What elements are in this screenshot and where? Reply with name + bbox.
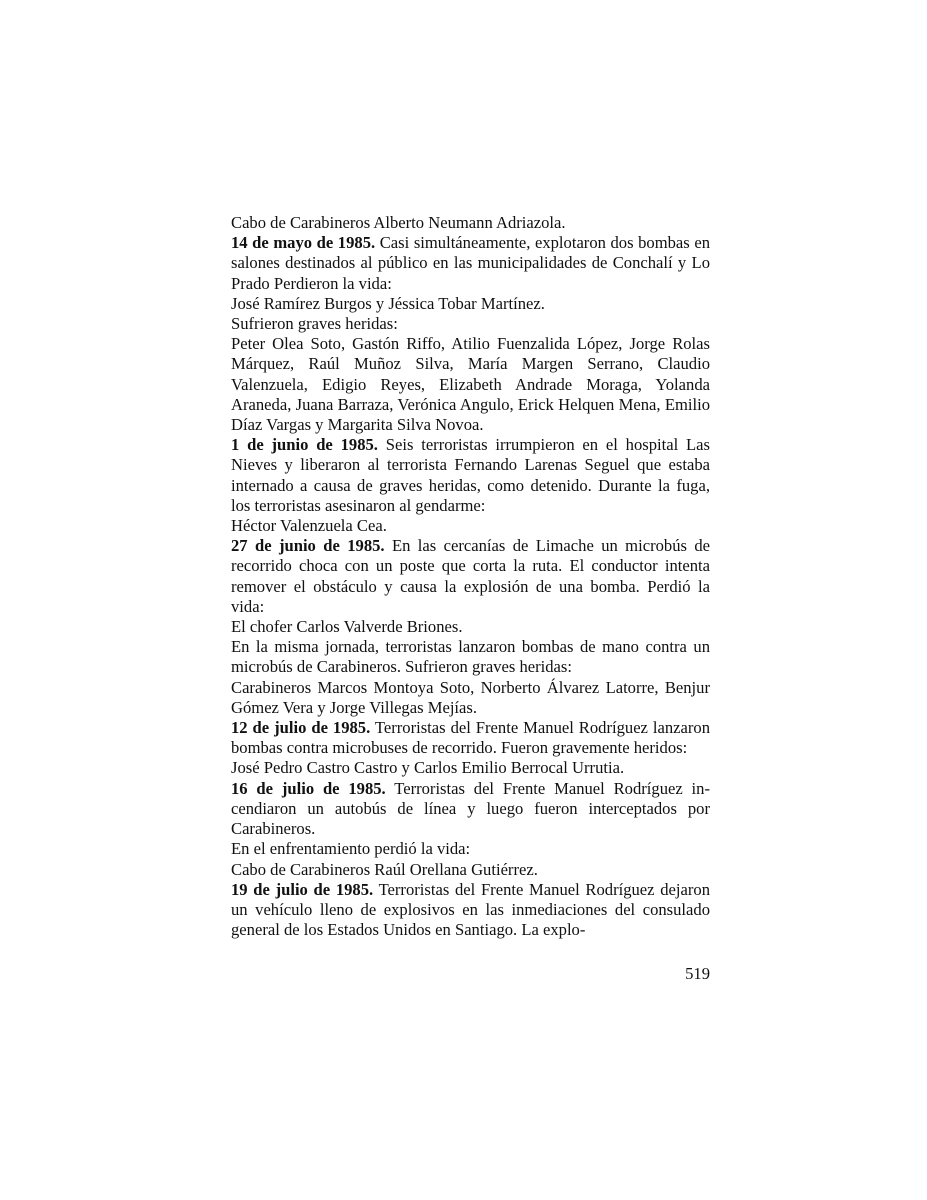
paragraph-text: En la misma jornada, terroristas lanzaron bombas de mano contra un microbús de Carabineros. Sufrieron graves heridas: [231,637,710,677]
paragraph [231,617,710,637]
paragraph [231,758,710,778]
paragraph [231,536,710,617]
paragraph-text: Cabo de Carabineros Raúl Orellana Gutiérrez. [231,859,538,879]
paragraph-text: José Ramírez Burgos y Jéssica Tobar Martínez. [231,293,545,313]
paragraph-text: Casi simultáneamente, explotaron dos bombas en salones destinados al público en las municipalidades de Conchalí y Lo Prado Perdieron la vida: [231,233,710,293]
paragraph [231,435,710,516]
paragraph-text: Terroristas del Frente Manuel Rodríguez incendiaron un autobús de línea y luego fueron interceptados por Carabineros. [231,778,710,839]
paragraph-date: 16 de julio de 1985. [231,778,386,798]
paragraph-text: Terroristas del Frente Manuel Rodríguez dejaron un vehículo lleno de explosivos en las inmediaciones del consulado general de los Estados Unidos en Santiago. La explo- [231,879,710,940]
paragraph-date: 19 de julio de 1985. [231,879,374,899]
paragraph [231,334,710,435]
paragraph-text: Seis terroristas irrumpieron en el hospital Las Nieves y liberaron al terrorista Fernando Larenas Seguel que estaba internado a causa de graves heridas, como detenido. Durante la fuga, los terroristas asesinaron al gendarme: [231,435,710,515]
paragraph [231,233,710,294]
paragraph [231,213,710,233]
paragraph [231,860,710,880]
paragraph-text: En las cercanías de Limache un microbús de recorrido choca con un poste que corta la ruta. El conductor intenta remover el obstáculo y causa la explosión de una bomba. Perdió la vida: [231,536,710,616]
paragraph-date: 1 de junio de 1985. [231,435,378,455]
paragraph-date: 27 de junio de 1985. [231,536,385,556]
paragraph [231,516,710,536]
paragraph-text: En el enfrentamiento perdió la vida: [231,839,471,859]
paragraph [231,637,710,677]
paragraph [231,880,710,941]
paragraph-text: Héctor Valenzuela Cea. [231,516,387,536]
paragraph [231,678,710,718]
paragraph [231,718,710,758]
paragraph [231,779,710,840]
body-text [231,213,710,940]
paragraph-text: Terroristas del Frente Manuel Rodríguez lanzaron bombas contra microbuses de recorrido. Fueron gravemente heridos: [231,718,711,758]
paragraph-text: El chofer Carlos Valverde Briones. [231,617,463,637]
paragraph [231,294,710,314]
paragraph [231,314,710,334]
paragraph-text: Cabo de Carabineros Alberto Neumann Adriazola. [231,213,566,232]
paragraph-date: 12 de julio de 1985. [231,718,371,738]
paragraph-text: Peter Olea Soto, Gastón Riffo, Atilio Fuenzalida López, Jorge Rolas Márquez, Raúl Muñoz Silva, María Margen Serrano, Claudio Valenzuela, Edigio Reyes, Elizabeth Andrade Moraga, Yolanda Araneda, Juana Barraza, Verónica Angulo, Erick Helquen Mena, Emilio Díaz Vargas y Margarita Silva Novoa. [231,334,710,435]
paragraph [231,839,710,859]
paragraph-text: Sufrieron graves heridas: [231,314,398,334]
page-number: 519 [685,964,710,983]
paragraph-text: José Pedro Castro Castro y Carlos Emilio Berrocal Urrutia. [231,758,625,778]
paragraph-text: Carabineros Marcos Montoya Soto, Norberto Álvarez Latorre, Benjur Gómez Vera y Jorge Villegas Mejías. [231,677,710,717]
paragraph-date: 14 de mayo de 1985. [231,233,376,253]
